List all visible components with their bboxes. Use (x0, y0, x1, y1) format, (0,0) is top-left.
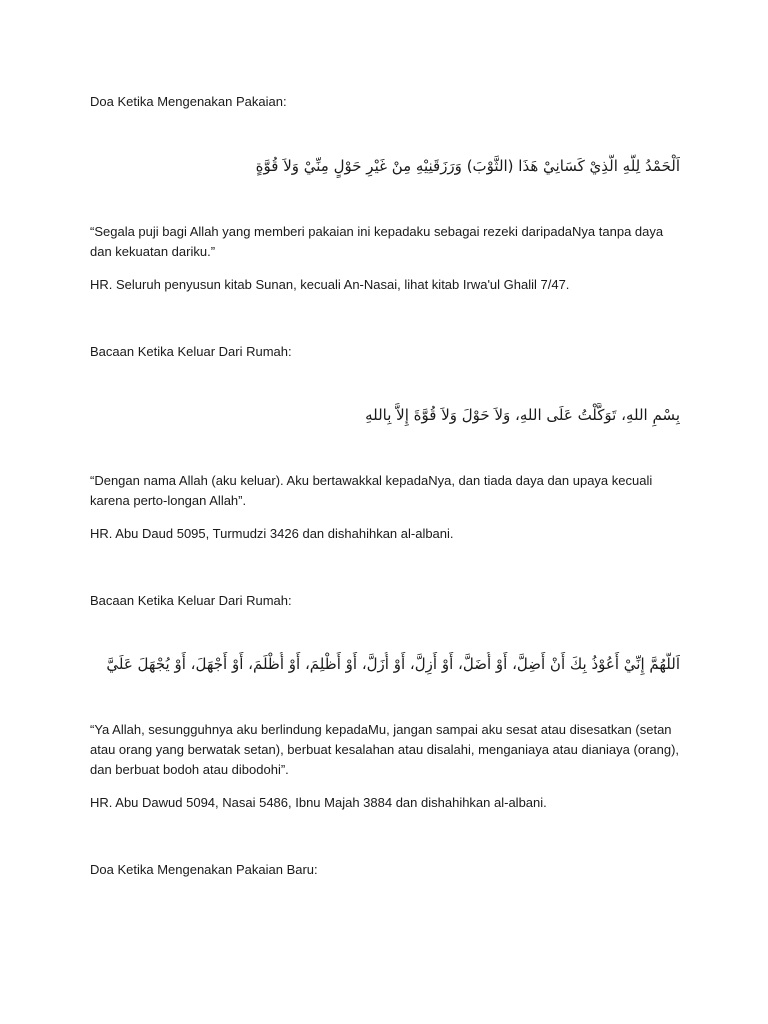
hadith-source: HR. Seluruh penyusun kitab Sunan, kecuali An-Nasai, lihat kitab Irwa'ul Ghalil 7/47. (90, 277, 570, 292)
section-heading: Bacaan Ketika Keluar Dari Rumah: (90, 593, 292, 608)
arabic-prayer-text: بِسْمِ اللهِ، تَوَكَّلْتُ عَلَى اللهِ، وَلاَ حَوْلَ وَلاَ قُوَّةَ إِلاَّ بِاللهِ (365, 406, 680, 424)
hadith-source: HR. Abu Daud 5095, Turmudzi 3426 dan dishahihkan al-albani. (90, 526, 454, 541)
translation-text: “Dengan nama Allah (aku keluar). Aku bertawakkal kepadaNya, dan tiada daya dan upaya kecuali karena perto-longan Allah”. (90, 473, 653, 508)
translation-text: “Segala puji bagi Allah yang memberi pakaian ini kepadaku sebagai rezeki daripadaNya tanpa daya dan kekuatan dariku.” (90, 224, 664, 259)
arabic-prayer-text: اَللَّهُمَّ إِنِّيْ أَعُوْذُ بِكَ أَنْ أَضِلَّ، أَوْ أُضَلَّ، أَوْ أَزِلَّ، أَوْ أُزَلَّ، أَوْ أَظْلِمَ، أَوْ أُظْلَمَ، أَوْ أَجْهَلَ، أَوْ يُجْهَلَ عَلَيَّ (106, 655, 680, 673)
translation-text: “Ya Allah, sesungguhnya aku berlindung kepadaMu, jangan sampai aku sesat atau disesatkan (setan atau orang yang berwatak setan), berbuat kesalahan atau disalahi, menganiaya atau dianiaya (orang), dan berbuat bodoh atau dibodohi”. (90, 722, 680, 777)
section-heading: Doa Ketika Mengenakan Pakaian Baru: (90, 862, 318, 877)
hadith-source: HR. Abu Dawud 5094, Nasai 5486, Ibnu Majah 3884 dan dishahihkan al-albani. (90, 795, 547, 810)
section-heading: Doa Ketika Mengenakan Pakaian: (90, 94, 287, 109)
document-page (90, 0, 680, 1024)
section-heading: Bacaan Ketika Keluar Dari Rumah: (90, 344, 292, 359)
arabic-prayer-text: اَلْحَمْدُ لِلَّهِ الَّذِيْ كَسَانِيْ هَذَا (الثَّوْبَ) وَرَزَقَنِيْهِ مِنْ غَيْرِ حَوْلٍ مِنِّيْ وَلاَ قُوَّةٍ (255, 157, 680, 175)
